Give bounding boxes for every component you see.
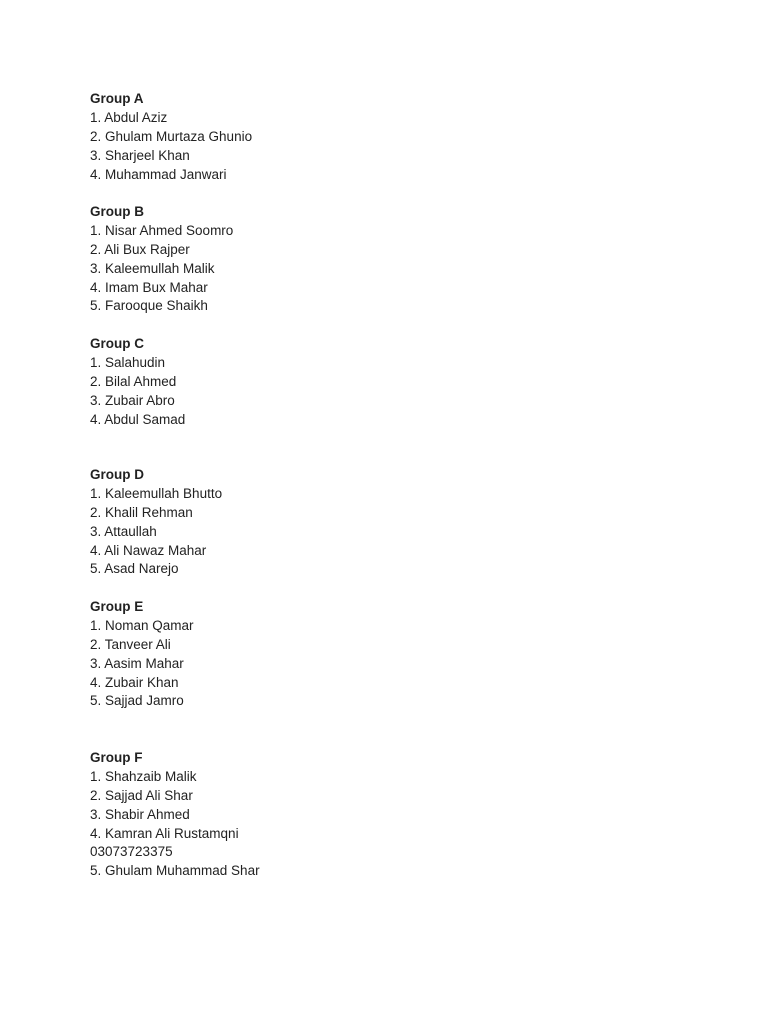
- group-d-section: [90, 466, 690, 579]
- member-line: 3. Zubair Abro: [90, 392, 175, 408]
- member-line: 4. Zubair Khan: [90, 674, 179, 690]
- member-line: 1. Kaleemullah Bhutto: [90, 485, 223, 501]
- group-heading: Group A: [90, 91, 144, 106]
- member-line: 3. Kaleemullah Malik: [90, 260, 215, 276]
- member-line: 4. Kamran Ali Rustamqni: [90, 825, 239, 841]
- member-line: 2. Ali Bux Rajper: [90, 241, 190, 257]
- member-line: 2. Ghulam Murtaza Ghunio: [90, 128, 253, 144]
- group-heading: Group D: [90, 467, 144, 482]
- member-line: 1. Noman Qamar: [90, 617, 194, 633]
- member-line: 5. Asad Narejo: [90, 561, 179, 577]
- group-heading: Group F: [90, 750, 143, 765]
- member-line: 3. Attaullah: [90, 523, 157, 539]
- member-line: 4. Imam Bux Mahar: [90, 279, 208, 295]
- member-line: 4. Muhammad Janwari: [90, 166, 227, 182]
- phone-number-line: 03073723375: [90, 844, 173, 860]
- member-line: 5. Ghulam Muhammad Shar: [90, 863, 260, 879]
- group-f-section: [90, 749, 690, 881]
- member-line: 4. Ali Nawaz Mahar: [90, 542, 207, 558]
- group-heading: Group B: [90, 204, 144, 219]
- member-line: 2. Khalil Rehman: [90, 504, 193, 520]
- member-line: 5. Farooque Shaikh: [90, 298, 208, 314]
- member-line: 4. Abdul Samad: [90, 411, 186, 427]
- member-line: 2. Tanveer Ali: [90, 636, 171, 652]
- member-line: 1. Nisar Ahmed Soomro: [90, 222, 234, 238]
- member-line: 1. Salahudin: [90, 354, 166, 370]
- group-b-section: [90, 203, 690, 316]
- member-line: 3. Sharjeel Khan: [90, 147, 190, 163]
- member-line: 5. Sajjad Jamro: [90, 693, 184, 709]
- member-line: 3. Aasim Mahar: [90, 655, 184, 671]
- group-c-section: [90, 335, 690, 429]
- member-line: 2. Sajjad Ali Shar: [90, 787, 193, 803]
- group-heading: Group C: [90, 336, 144, 351]
- member-line: 2. Bilal Ahmed: [90, 373, 177, 389]
- member-line: 3. Shabir Ahmed: [90, 806, 190, 822]
- group-a-section: [90, 90, 690, 184]
- group-e-section: [90, 598, 690, 711]
- member-line: 1. Abdul Aziz: [90, 109, 168, 125]
- group-heading: Group E: [90, 599, 144, 614]
- member-line: 1. Shahzaib Malik: [90, 768, 197, 784]
